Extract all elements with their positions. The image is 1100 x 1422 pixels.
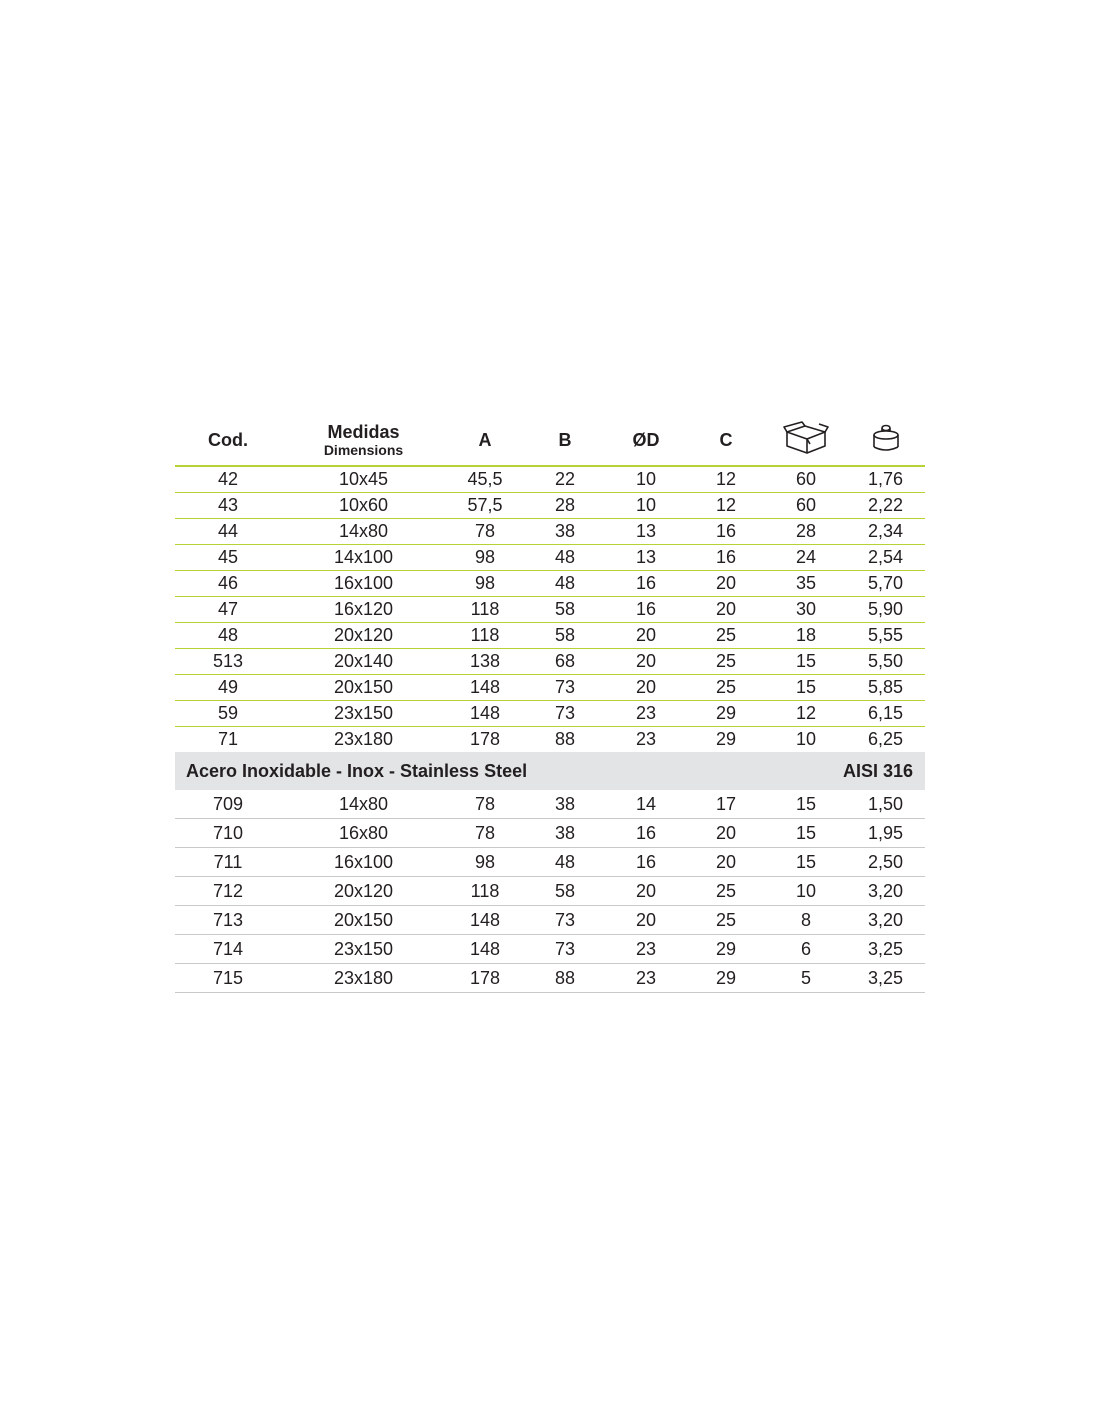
- cell-weight: 6,15: [846, 701, 925, 727]
- cell-box-qty: 10: [795, 729, 817, 749]
- cell-cod: 42: [175, 466, 281, 493]
- cell-box-qty: 35: [766, 571, 846, 597]
- cell-d: 20: [606, 623, 686, 649]
- header-medidas: [281, 415, 446, 466]
- cell-a: 78: [446, 790, 524, 819]
- cell-a: 148: [446, 675, 524, 701]
- cell-box-qty: 8: [766, 906, 846, 935]
- table-row: [175, 545, 925, 571]
- table-row: [175, 848, 925, 877]
- cell-weight: 5,90: [846, 597, 925, 623]
- section-title: Acero Inoxidable - Inox - Stainless Steel: [175, 752, 766, 790]
- cell-c: 25: [686, 649, 766, 675]
- cell-b: 73: [524, 701, 606, 727]
- cell-c: 20: [686, 571, 766, 597]
- header-d: ØD: [606, 415, 686, 466]
- table-row: [175, 493, 925, 519]
- cell-c: 20: [686, 597, 766, 623]
- cell-d: 20: [606, 675, 686, 701]
- cell-b: 38: [524, 519, 606, 545]
- cell-b: 58: [524, 597, 606, 623]
- cell-d: 16: [606, 819, 686, 848]
- cell-cod: 715: [175, 964, 281, 993]
- header-row: [175, 415, 925, 466]
- cell-d: 23: [635, 729, 657, 749]
- cell-a: 118: [446, 597, 524, 623]
- cell-cod: 712: [175, 877, 281, 906]
- cell-weight: 5,85: [846, 675, 925, 701]
- cell-box-qty: 5: [766, 964, 846, 993]
- cell-c: 16: [686, 519, 766, 545]
- cell-cod: 714: [175, 935, 281, 964]
- cell-weight: 2,34: [846, 519, 925, 545]
- cell-weight: 1,50: [846, 790, 925, 819]
- cell-medidas: 14x80: [281, 790, 446, 819]
- cell-box-qty: 12: [766, 701, 846, 727]
- cell-b: 88: [524, 964, 606, 993]
- cell-a: 98: [446, 571, 524, 597]
- table-row: [175, 597, 925, 623]
- cell-box-qty: 10: [766, 877, 846, 906]
- cell-weight: 3,25: [846, 964, 925, 993]
- table-row: [175, 519, 925, 545]
- cell-c: 20: [686, 819, 766, 848]
- header-a: A: [446, 415, 524, 466]
- cell-medidas: 23x150: [281, 935, 446, 964]
- cell-cod: 47: [175, 597, 281, 623]
- cell-d: 23: [606, 935, 686, 964]
- cell-medidas: 23x150: [281, 701, 446, 727]
- cell-c: 16: [686, 545, 766, 571]
- cell-weight: 1,95: [846, 819, 925, 848]
- cell-c: 29: [686, 701, 766, 727]
- cell-medidas: 10x45: [281, 466, 446, 493]
- cell-b: 38: [524, 819, 606, 848]
- cell-a: 148: [446, 935, 524, 964]
- cell-medidas: 20x150: [281, 906, 446, 935]
- cell-weight: 5,55: [846, 623, 925, 649]
- cell-weight: 3,20: [846, 906, 925, 935]
- cell-medidas: 10x60: [281, 493, 446, 519]
- cell-c: 25: [686, 675, 766, 701]
- cell-c: 29: [715, 729, 737, 749]
- weight-icon: [871, 423, 901, 458]
- cell-a: 178: [446, 964, 524, 993]
- section-grade: AISI 316: [766, 752, 925, 790]
- cell-medidas: 20x150: [281, 675, 446, 701]
- cell-a: 148: [446, 906, 524, 935]
- cell-a: 57,5: [446, 493, 524, 519]
- cell-a: 148: [446, 701, 524, 727]
- cell-box-qty: 15: [766, 819, 846, 848]
- cell-cod: 48: [175, 623, 281, 649]
- cell-cod: 711: [175, 848, 281, 877]
- cell-d: 13: [606, 519, 686, 545]
- cell-medidas: 20x140: [281, 649, 446, 675]
- stainless-rows: [175, 790, 925, 993]
- cell-d: 20: [606, 906, 686, 935]
- cell-c: 25: [686, 877, 766, 906]
- table-row: [175, 649, 925, 675]
- cell-a: 45,5: [446, 466, 524, 493]
- cell-cod: 709: [175, 790, 281, 819]
- cell-b: 88: [554, 729, 576, 749]
- cell-b: 73: [524, 675, 606, 701]
- cell-box-qty: 28: [766, 519, 846, 545]
- cell-box-qty: 15: [766, 848, 846, 877]
- cell-weight: 6,25: [867, 729, 904, 749]
- cell-medidas: 16x120: [281, 597, 446, 623]
- table-row: [175, 906, 925, 935]
- header-weight: [846, 415, 925, 466]
- standard-rows: [175, 466, 925, 752]
- cell-box-qty: 15: [766, 675, 846, 701]
- cell-b: 48: [524, 848, 606, 877]
- cell-medidas: 16x100: [281, 848, 446, 877]
- section-header: [175, 752, 925, 790]
- cell-cod: 713: [175, 906, 281, 935]
- cell-a: 178: [469, 729, 501, 749]
- spec-table: [175, 415, 925, 993]
- cell-d: 13: [606, 545, 686, 571]
- cell-cod: 71: [217, 729, 239, 749]
- cell-medidas: 16x100: [281, 571, 446, 597]
- cell-c: 29: [686, 964, 766, 993]
- cell-cod: 710: [175, 819, 281, 848]
- cell-box-qty: 6: [766, 935, 846, 964]
- cell-weight: 1,76: [846, 466, 925, 493]
- header-c: C: [686, 415, 766, 466]
- cell-cod: 49: [175, 675, 281, 701]
- table-row: [175, 790, 925, 819]
- table-row: [175, 877, 925, 906]
- table-row: [175, 675, 925, 701]
- header-medidas-label: Medidas: [327, 422, 400, 442]
- cell-cod: 59: [175, 701, 281, 727]
- cell-a: 78: [446, 519, 524, 545]
- cell-b: 48: [524, 545, 606, 571]
- cell-medidas: 20x120: [281, 623, 446, 649]
- cell-b: 28: [524, 493, 606, 519]
- cell-c: 17: [686, 790, 766, 819]
- box-icon: [783, 421, 829, 460]
- cell-d: 16: [606, 571, 686, 597]
- cell-d: 10: [606, 466, 686, 493]
- cell-b: 58: [524, 623, 606, 649]
- table-row: [175, 571, 925, 597]
- cell-a: 78: [446, 819, 524, 848]
- cell-medidas: 14x100: [281, 545, 446, 571]
- cell-cod: 44: [175, 519, 281, 545]
- cell-weight: 3,25: [846, 935, 925, 964]
- cell-a: 98: [446, 848, 524, 877]
- cell-d: 20: [606, 877, 686, 906]
- cell-medidas: 14x80: [281, 519, 446, 545]
- cell-b: 38: [524, 790, 606, 819]
- table-header: [175, 415, 925, 466]
- cell-medidas: 23x180: [281, 964, 446, 993]
- cell-box-qty: 15: [766, 649, 846, 675]
- cell-medidas: 16x80: [281, 819, 446, 848]
- cell-d: 16: [606, 597, 686, 623]
- table-row: [175, 935, 925, 964]
- cell-b: 68: [524, 649, 606, 675]
- cell-a: 118: [446, 877, 524, 906]
- cell-a: 138: [446, 649, 524, 675]
- cell-box-qty: 60: [766, 466, 846, 493]
- header-b: B: [524, 415, 606, 466]
- cell-c: 25: [686, 906, 766, 935]
- cell-b: 73: [524, 906, 606, 935]
- cell-a: 118: [446, 623, 524, 649]
- cell-box-qty: 60: [766, 493, 846, 519]
- cell-c: 20: [686, 848, 766, 877]
- cell-cod: 43: [175, 493, 281, 519]
- cell-d: 23: [606, 701, 686, 727]
- cell-d: 20: [606, 649, 686, 675]
- cell-weight: 5,50: [846, 649, 925, 675]
- cell-d: 23: [606, 964, 686, 993]
- cell-box-qty: 24: [766, 545, 846, 571]
- table-row: [175, 466, 925, 493]
- cell-d: 16: [606, 848, 686, 877]
- cell-d: 10: [606, 493, 686, 519]
- header-box: [766, 415, 846, 466]
- cell-c: 29: [686, 935, 766, 964]
- cell-weight: 2,22: [846, 493, 925, 519]
- table-row: [175, 727, 925, 753]
- cell-c: 12: [686, 493, 766, 519]
- cell-b: 73: [524, 935, 606, 964]
- cell-b: 58: [524, 877, 606, 906]
- cell-cod: 513: [175, 649, 281, 675]
- cell-b: 48: [524, 571, 606, 597]
- table-row: [175, 701, 925, 727]
- cell-cod: 45: [175, 545, 281, 571]
- section-row: [175, 752, 925, 790]
- cell-c: 12: [686, 466, 766, 493]
- table-row: [175, 819, 925, 848]
- cell-medidas: 23x180: [333, 729, 394, 749]
- cell-weight: 2,54: [846, 545, 925, 571]
- cell-box-qty: 15: [766, 790, 846, 819]
- table-row: [175, 623, 925, 649]
- cell-cod: 46: [175, 571, 281, 597]
- cell-b: 22: [524, 466, 606, 493]
- cell-d: 14: [606, 790, 686, 819]
- cell-weight: 2,50: [846, 848, 925, 877]
- cell-weight: 3,20: [846, 877, 925, 906]
- cell-c: 25: [686, 623, 766, 649]
- header-dimensions-label: Dimensions: [323, 442, 404, 458]
- cell-box-qty: 30: [766, 597, 846, 623]
- header-cod: Cod.: [175, 415, 281, 466]
- table-row: [175, 964, 925, 993]
- cell-a: 98: [446, 545, 524, 571]
- cell-box-qty: 18: [766, 623, 846, 649]
- cell-medidas: 20x120: [281, 877, 446, 906]
- cell-weight: 5,70: [846, 571, 925, 597]
